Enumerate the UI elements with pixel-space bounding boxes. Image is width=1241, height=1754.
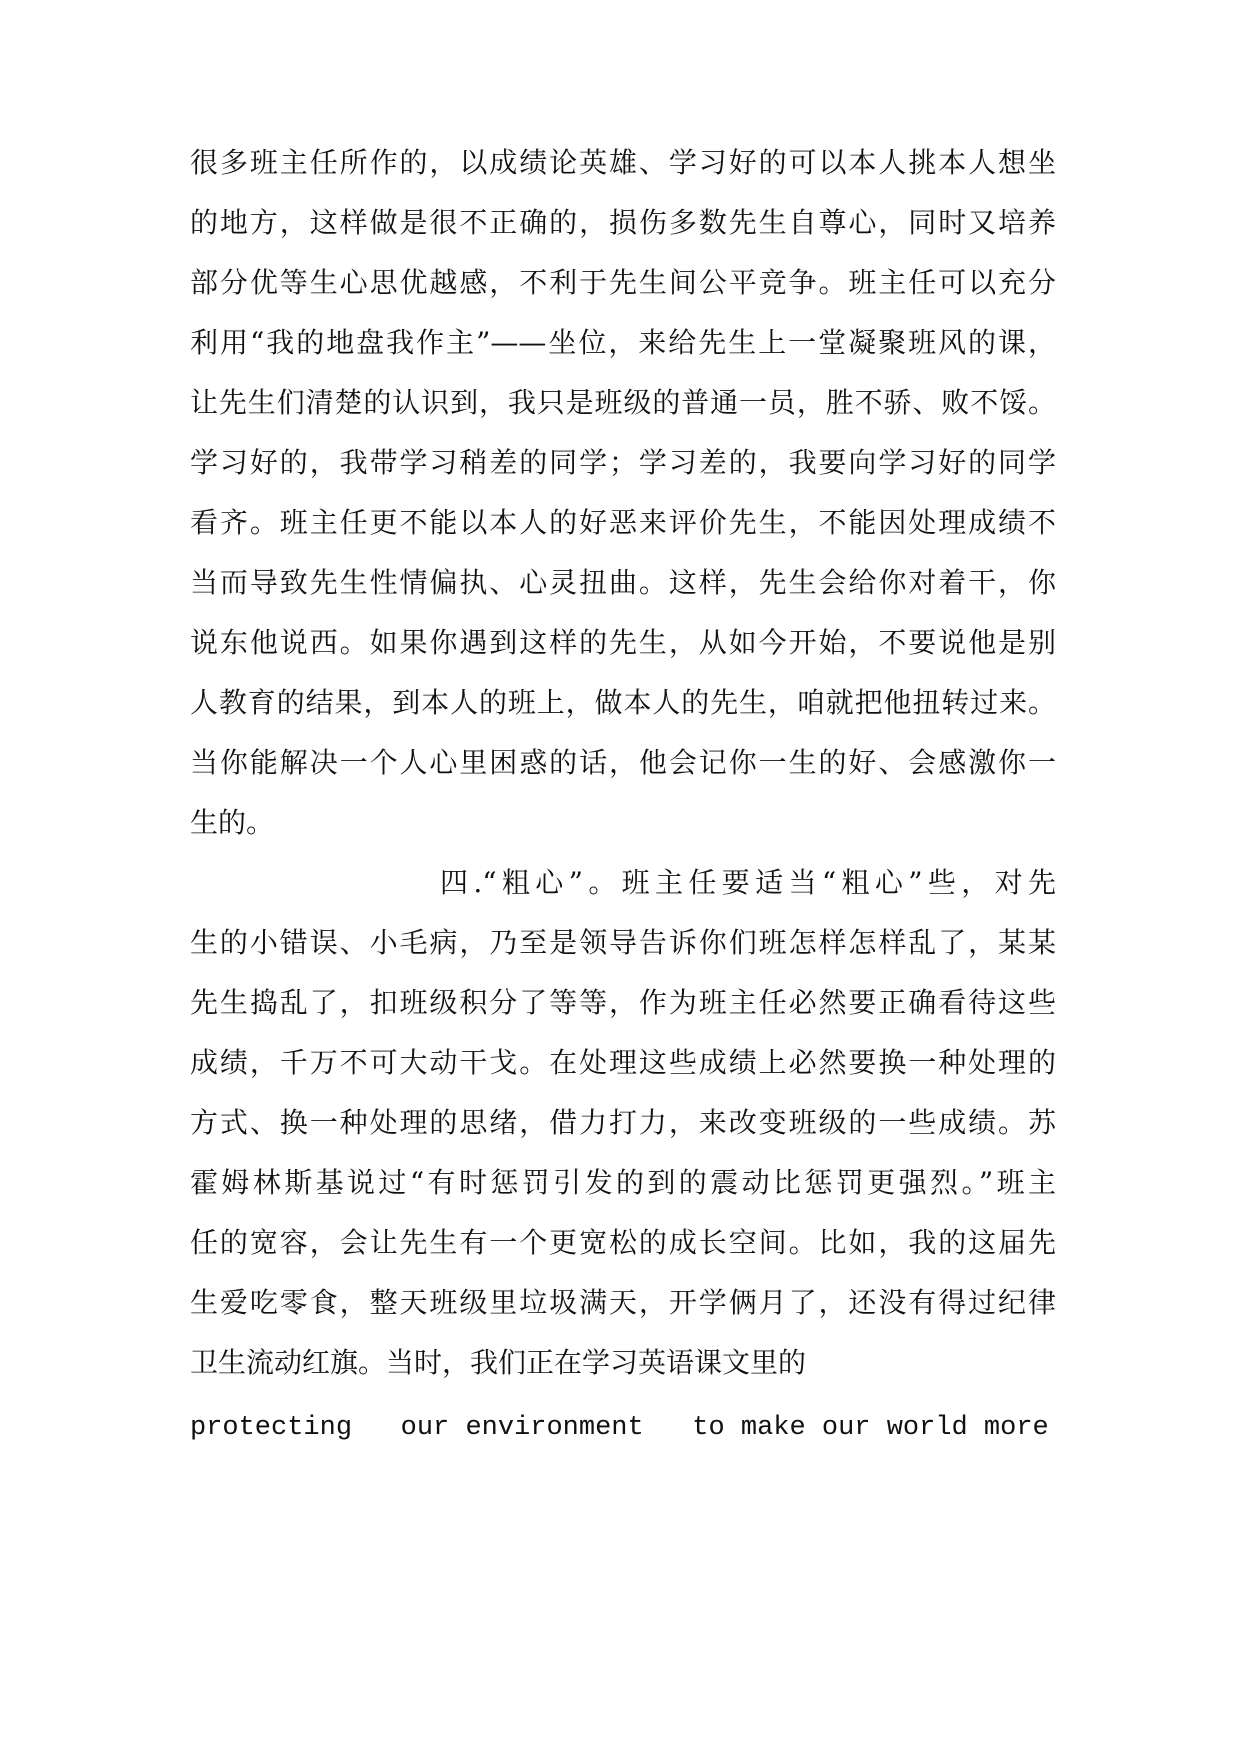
body-text-line: 说东他说西。如果你遇到这样的先生，从如今开始，不要说他是别	[190, 626, 1056, 659]
english-text-line: protecting our environment to make our world more	[190, 1413, 1049, 1443]
body-text-line: 当你能解决一个人心里困惑的话，他会记你一生的好、会感激你一	[190, 746, 1056, 779]
body-text-line: 看齐。班主任更不能以本人的好恶来评价先生，不能因处理成绩不	[190, 506, 1056, 539]
body-text-line: 卫生流动红旗。当时，我们正在学习英语课文里的	[190, 1346, 807, 1379]
body-text-line: 生的小错误、小毛病，乃至是领导告诉你们班怎样怎样乱了，某某	[190, 926, 1056, 959]
body-text-line: 任的宽容，会让先生有一个更宽松的成长空间。比如，我的这届先	[190, 1226, 1056, 1259]
body-text-line: 当而导致先生性情偏执、心灵扭曲。这样，先生会给你对着干，你	[190, 566, 1056, 599]
body-text-line: 很多班主任所作的，以成绩论英雄、学习好的可以本人挑本人想坐	[190, 146, 1056, 179]
body-text-line: 先生捣乱了，扣班级积分了等等，作为班主任必然要正确看待这些	[190, 986, 1056, 1019]
body-text-line: 的地方，这样做是很不正确的，损伤多数先生自尊心，同时又培养	[190, 206, 1056, 239]
body-text-line: 利用“我的地盘我作主”——坐位，来给先生上一堂凝聚班风的课，	[190, 326, 1056, 359]
body-text-line: 方式、换一种处理的思绪，借力打力，来改变班级的一些成绩。苏	[190, 1106, 1056, 1139]
body-text-line: 学习好的，我带学习稍差的同学；学习差的，我要向学习好的同学	[190, 446, 1056, 479]
body-text-line: 生爱吃零食，整天班级里垃圾满天，开学俩月了，还没有得过纪律	[190, 1286, 1056, 1319]
body-text-line: 成绩，千万不可大动干戈。在处理这些成绩上必然要换一种处理的	[190, 1046, 1056, 1079]
body-text-line: 生的。	[190, 806, 275, 839]
body-text-line: 人教育的结果，到本人的班上，做本人的先生，咱就把他扭转过来。	[190, 686, 1056, 719]
body-text-line: 让先生们清楚的认识到，我只是班级的普通一员，胜不骄、败不馁。	[190, 386, 1056, 419]
body-text-line: 部分优等生心思优越感，不利于先生间公平竞争。班主任可以充分	[190, 266, 1056, 299]
section-heading-line: 四.“粗心”。班主任要适当“粗心”些，对先	[440, 866, 1056, 899]
body-text-line: 霍姆林斯基说过“有时惩罚引发的到的震动比惩罚更强烈。”班主	[190, 1166, 1056, 1199]
